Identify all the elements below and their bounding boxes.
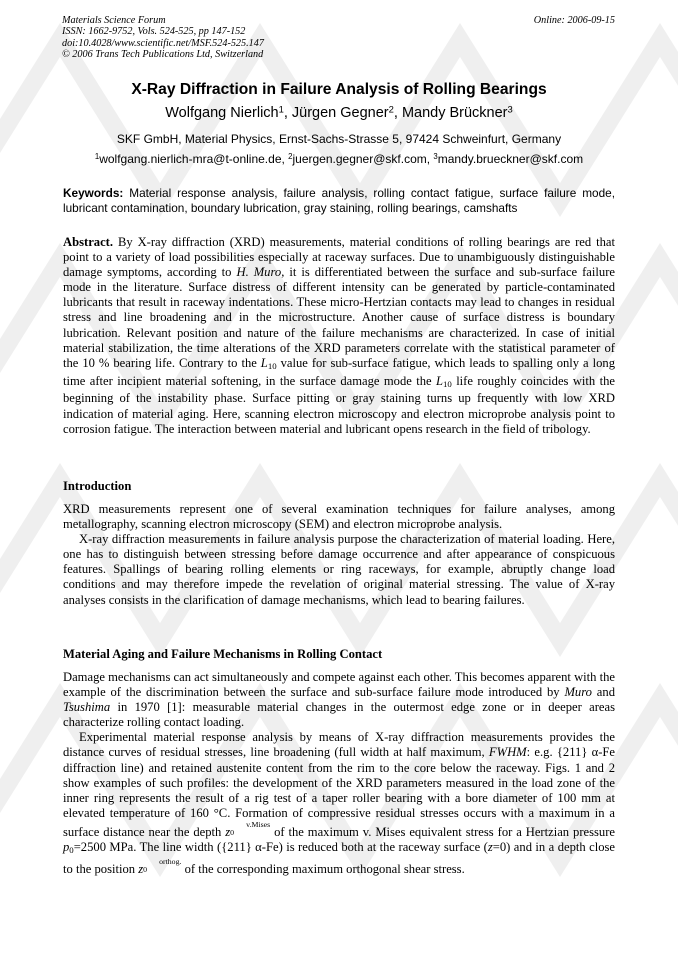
journal-name: Materials Science Forum <box>62 15 166 26</box>
z-symbol: z <box>225 824 231 839</box>
l10-subscript: 10 <box>267 360 277 371</box>
l10-symbol: L <box>260 355 268 370</box>
z-superscript: v.Mises <box>246 819 271 829</box>
abstract-text: value for sub-surface fatigue, which leads to spalling only a long time after incipient material softening, in the surface damage mode the <box>63 355 615 388</box>
fwhm-term: FWHM <box>488 745 527 760</box>
text-run: and <box>591 685 615 700</box>
doi-line: doi:10.4028/www.scientific.net/MSF.524-525.147 <box>62 37 264 49</box>
z-subscript: 0 <box>230 827 235 837</box>
z-index-stack <box>143 858 181 874</box>
text-run: =0) and in a depth close to the position <box>63 840 615 876</box>
author-name: Jürgen Gegner <box>291 105 389 121</box>
text-run: : e.g. {211} α-Fe diffraction line) and retained austenite content from the rim to the core below the raceway. Figs. 1 and 2 show examples of such profiles: the development of the XRD parameters measured in the load zone of the inner ring represents the result of a rig test of a taper roller bearing with a bore diameter of 100 mm at elevated temperature of 160 °C. Formation of compressive residual stresses occurs with a maximum in a surface distance near the depth <box>63 745 615 839</box>
email-link[interactable]: wolfgang.nierlich-mra@t-online.de, <box>99 152 289 166</box>
email-superscript: 1 <box>94 152 100 162</box>
abstract-label: Abstract. <box>63 235 114 249</box>
text-run: of the maximum v. Mises equivalent stress for a Hertzian pressure <box>270 824 615 839</box>
introduction-body <box>63 502 615 608</box>
section-body <box>63 670 615 877</box>
z-symbol: z <box>487 840 493 854</box>
z-superscript: orthog. <box>159 856 182 866</box>
text-run: Damage mechanisms can act simultaneously and compete against each other. This becomes apparent with the example of the discrimination between the surface and sub-surface failure mode introduced by <box>63 670 615 700</box>
paragraph: XRD measurements represent one of several examination techniques for failure analyses, among metallography, scanning electron microscopy (SEM) and electron microprobe analysis. <box>63 502 615 532</box>
p0-subscript: 0 <box>69 844 74 855</box>
issn-line: ISSN: 1662-9752, Vols. 524-525, pp 147-152 <box>62 26 246 38</box>
z-index-stack <box>230 821 270 837</box>
keywords-label: Keywords: <box>63 186 124 200</box>
z-subscript: 0 <box>143 864 148 874</box>
affiliation: SKF GmbH, Material Physics, Ernst-Sachs-Strasse 5, 97424 Schweinfurt, Germany <box>116 132 562 146</box>
keywords-text: Material response analysis, failure analysis, rolling contact fatigue, surface failure mode, lubricant contamination, boundary lubrication, gray staining, rolling bearings, camshafts <box>63 186 615 215</box>
author-superscript: 1 <box>278 103 284 115</box>
author-superscript: 2 <box>388 103 394 115</box>
text-run: in 1970 [1]: measurable material changes in the outermost edge zone or in deeper areas characterize rolling contact loading. <box>63 700 615 730</box>
paper-title: X-Ray Diffraction in Failure Analysis of Rolling Bearings <box>131 81 547 98</box>
paragraph <box>63 730 615 877</box>
author-name: Wolfgang Nierlich <box>165 105 279 121</box>
online-date: Online: 2006-09-15 <box>533 15 615 26</box>
l10-subscript: 10 <box>443 378 452 389</box>
copyright-line: © 2006 Trans Tech Publications Ltd, Switzerland <box>62 49 264 61</box>
author-list: Wolfgang Nierlich$^1$, Jürgen Gegner$^2$, Mandy Brückner$^3$ <box>165 103 513 121</box>
abstract-text: life roughly coincides with the beginning of the instability phase. Surface pitting or gray staining turns up frequently with low XRD indication of material aging. Here, scanning electron microscopy and electron microprobe analysis point to corrosion fatigue. The interaction between material and lubricant opens research in the field of tribology. <box>63 373 615 436</box>
author-name: Mandy Brückner <box>401 105 508 121</box>
abstract-text: , it is differentiated between the surface and sub-surface failure mode in the literature. Surface distress of different intensity can be generated by particle-contaminated lubricants that result in raceway indentations. These micro-Hertzian contacts may lead to changes in residual stress and line broadening and in the microstructure. Another cause of surface distress is boundary lubrication. Relevant position and nature of the failure mechanisms are characterized. In case of initial material stabilization, the time alterations of the XRD parameters correlate with the statistical parameter of the 10 % bearing life. Contrary to the <box>63 265 615 370</box>
text-run: =2500 MPa. The line width ({211} α-Fe) is reduced both at the raceway surface ( <box>73 840 488 854</box>
author-emails <box>0 152 678 166</box>
paragraph: X-ray diffraction measurements in failure analysis purpose the characterization of material loading. Here, one has to distinguish between stressing before damage occurrence and after appearance of conspicuous features. Spallings of bearing rolling elements or ring raceways, for example, abruptly change load conditions and may therefore impede the revelation of original material stressing. The value of X-ray analyses consists in the clarification of damage mechanisms, which lead to bearing failures. <box>63 532 615 607</box>
abstract-author-ref: H. Muro <box>236 265 282 280</box>
section-heading: Material Aging and Failure Mechanisms in Rolling Contact <box>63 647 383 661</box>
keywords-block <box>63 186 615 215</box>
introduction-heading: Introduction <box>63 479 132 493</box>
author-ref: Muro <box>564 685 592 700</box>
text-run: of the corresponding maximum orthogonal shear stress. <box>181 861 465 876</box>
email-superscript: 2 <box>288 152 293 162</box>
paragraph <box>63 670 615 730</box>
text-run: Experimental material response analysis by means of X-ray diffraction measurements provides the distance curves of residual stresses, line broadening (full width at half maximum, <box>63 730 615 760</box>
z-symbol: z <box>138 861 144 876</box>
publication-metadata <box>62 15 264 61</box>
abstract-block <box>63 235 615 437</box>
email-link[interactable]: juergen.gegner@skf.com, <box>292 152 434 166</box>
author-superscript: 3 <box>507 103 513 115</box>
l10-symbol: L <box>435 373 443 388</box>
author-ref: Tsushima <box>63 700 111 715</box>
p0-symbol: p <box>63 840 70 854</box>
email-link[interactable]: mandy.brueckner@skf.com <box>437 152 584 166</box>
email-superscript: 3 <box>433 152 438 162</box>
abstract-text: By X-ray diffraction (XRD) measurements, material conditions of rolling bearings are red that point to a variety of load possibilities especially at raceway surfaces. Due to unambiguously distinguishable damage symptoms, according to <box>63 235 616 280</box>
